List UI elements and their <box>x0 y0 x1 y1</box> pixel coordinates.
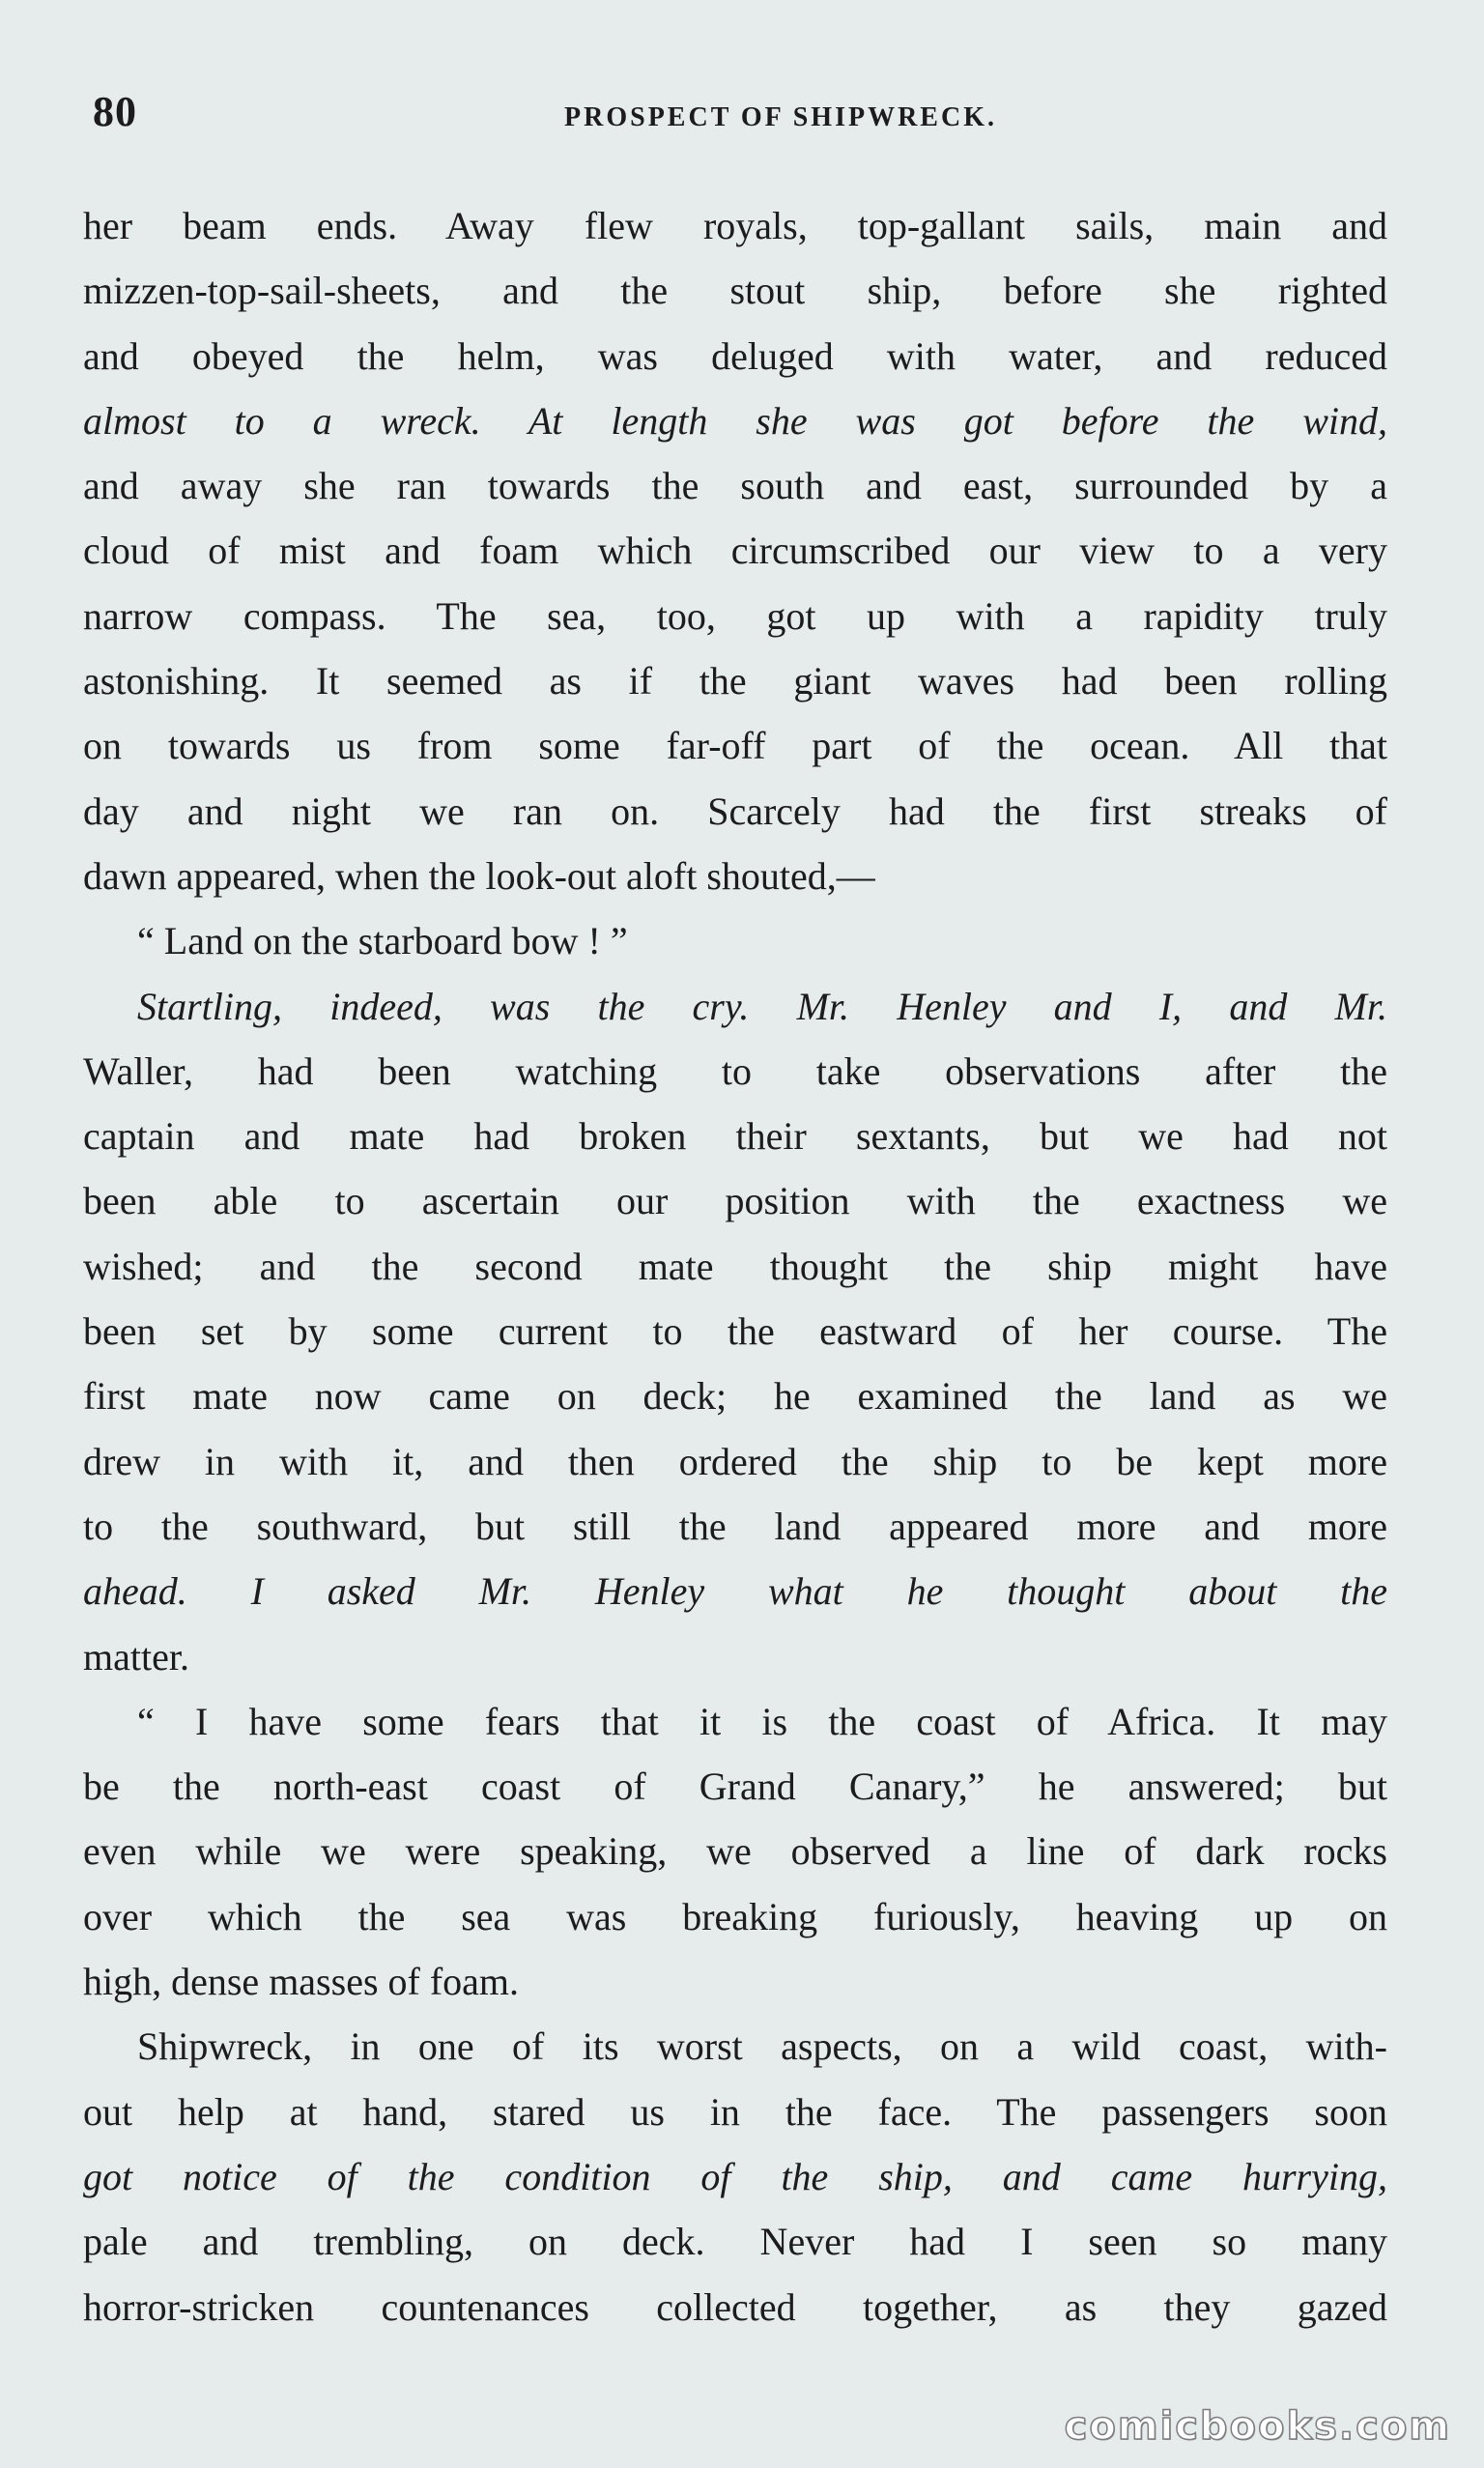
text-line: Startling, indeed, was the cry. Mr. Henley and I, and Mr. <box>137 984 1387 1028</box>
text-line: and away she ran towards the south and east, surrounded by a <box>83 464 1387 508</box>
text-line: been set by some current to the eastward of her course. The <box>83 1309 1387 1354</box>
text-line: been able to ascertain our position with the exactness we <box>83 1179 1387 1223</box>
text-line: “ Land on the starboard bow ! ” <box>137 919 628 963</box>
text-line: out help at hand, stared us in the face. The passengers soon <box>83 2089 1387 2134</box>
text-line: wished; and the second mate thought the ship might have <box>83 1244 1387 1288</box>
text-line: pale and trembling, on deck. Never had I seen so many <box>83 2220 1387 2264</box>
text-line: narrow compass. The sea, too, got up with a rapidity truly <box>83 593 1387 638</box>
text-line: high, dense masses of foam. <box>83 1960 520 2004</box>
text-line: on towards us from some far-off part of the ocean. All that <box>83 724 1387 768</box>
text-line: matter. <box>83 1634 189 1679</box>
text-line: “ I have some fears that it is the coast of Africa. It may <box>137 1699 1387 1743</box>
text-line: horror-stricken countenances collected together, as they gazed <box>83 2284 1387 2329</box>
text-line: mizzen-top-sail-sheets, and the stout ship, before she righted <box>83 269 1387 313</box>
page-number: 80 <box>93 88 137 135</box>
text-line: day and night we ran on. Scarcely had the first streaks of <box>83 789 1387 833</box>
text-line: over which the sea was breaking furiously, heaving up on <box>83 1894 1387 1938</box>
text-line: Waller, had been watching to take observations after the <box>83 1048 1387 1093</box>
text-line: cloud of mist and foam which circumscribed our view to a very <box>83 529 1387 573</box>
text-line: drew in with it, and then ordered the ship to be kept more <box>83 1439 1387 1483</box>
watermark: comicbooks.com <box>1064 2404 1451 2449</box>
text-line: first mate now came on deck; he examined the land as we <box>83 1374 1387 1419</box>
text-line: Shipwreck, in one of its worst aspects, on a wild coast, with- <box>137 2024 1387 2069</box>
text-line: got notice of the condition of the ship, and came hurrying, <box>83 2154 1387 2198</box>
text-line: and obeyed the helm, was deluged with water, and reduced <box>83 333 1387 378</box>
text-line: her beam ends. Away flew royals, top-gallant sails, main and <box>83 204 1387 247</box>
body-text <box>83 193 1387 2339</box>
text-line: to the southward, but still the land appeared more and more <box>83 1504 1387 1548</box>
page-header <box>85 85 1389 153</box>
text-line: astonishing. It seemed as if the giant waves had been rolling <box>83 659 1387 703</box>
text-line: almost to a wreck. At length she was got before the wind, <box>83 398 1387 443</box>
text-line: captain and mate had broken their sextants, but we had not <box>83 1114 1387 1159</box>
text-line: be the north-east coast of Grand Canary,” he answered; but <box>83 1765 1387 1809</box>
text-line: even while we were speaking, we observed a line of dark rocks <box>83 1829 1387 1874</box>
text-line: ahead. I asked Mr. Henley what he thought about the <box>83 1569 1387 1614</box>
running-head: PROSPECT OF SHIPWRECK. <box>564 102 997 132</box>
text-line: dawn appeared, when the look-out aloft shouted,— <box>83 853 875 898</box>
